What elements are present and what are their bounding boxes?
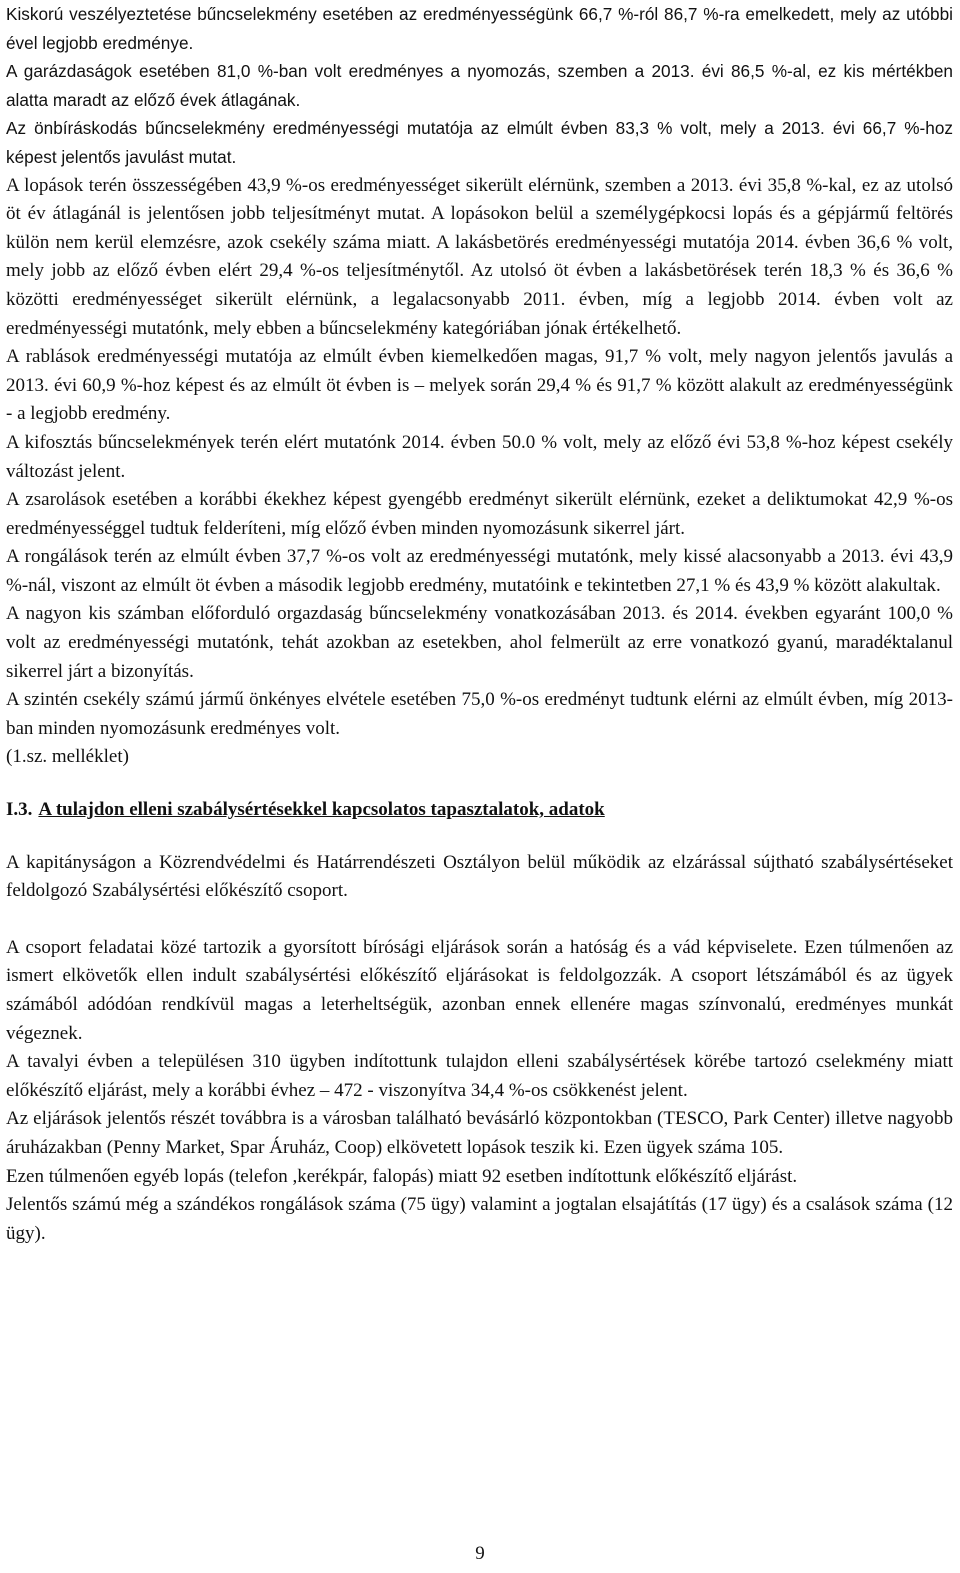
paragraph-intro: A kapitányságon a Közrendvédelmi és Határrendészeti Osztályon belül működik az elzárással sújtható szabálysértéseket feldolgozó Szabálysértési előkészítő csoport. bbox=[6, 851, 953, 902]
paragraph-kifosztas: A kifosztás bűncselekmények terén elért mutatónk 2014. évben 50.0 % volt, mely az előző évi 53,8 %-hoz képest csekély változást jelent. bbox=[6, 431, 953, 482]
paragraph-lopasok: A lopások terén összességében 43,9 %-os eredményességet sikerült elérnünk, szemben a 2013. évi 35,8 %-kal, ez az utolsó öt év átlagánál is jelentősen jobb teljesítményt mutat. A lopásokon belül a személygépkocsi lopás és a gépjármű feltörés külön nem kerül elemzésre, azok csekély száma miatt. A lakásbetörés eredményességi mutatója 2014. évben 36,6 % volt, mely jobb az előző évben elért 29,4 %-os teljesítménytől. Az utolsó öt évben a lakásbetörések terén 18,3 % és 36,6 % közötti eredményességet sikerült elérnünk, a legalacsonyabb 2011. évben, míg a legjobb 2014. évben volt az eredményességi mutatónk, mely ebben a bűncselekmény kategóriában jónak értékelhető. bbox=[6, 174, 953, 339]
paragraph-rablasok: A rablások eredményességi mutatója az elmúlt évben kiemelkedően magas, 91,7 % volt, mely nagyon jelentős javulás a 2013. évi 60,9 %-hoz képest és az elmúlt öt évben is – melyek során 29,4 % és 91,7 % között alakult az eredményességünk - a legjobb eredmény. bbox=[6, 346, 953, 425]
paragraph-csoport: A csoport feladatai közé tartozik a gyorsított bírósági eljárások során a hatóság és a vád képviselete. Ezen túlmenően az ismert elkövetők ellen indult szabálysértési előkészítő eljárásokat is feldolgozzák. A csoport létszámából és az ügyek számából adódóan rendkívül magas a leterheltségük, azonban ennek ellenére magas színvonalú, eredményes munkát végeznek. bbox=[6, 936, 953, 1044]
paragraph-egyeb-lopas: Ezen túlmenően egyéb lopás (telefon ,kerékpár, falopás) miatt 92 esetben indítottunk előkészítő eljárást. bbox=[6, 1165, 798, 1187]
paragraph-rongalasok: A rongálások terén az elmúlt évben 37,7 %-os volt az eredményességi mutatónk, mely kissé alacsonyabb a 2013. évi 43,9 %-nál, viszont az elmúlt öt évben a második legjobb eredmény, mutatóink e tekintetben 27,1 % és 43,9 % között alakultak. bbox=[6, 546, 953, 596]
section-number: I.3. bbox=[6, 799, 33, 821]
paragraph-onbiraskodas: Az önbíráskodás bűncselekmény eredményességi mutatója az elmúlt évben 83,3 % volt, mely a 2013. évi 66,7 %-hoz képest jelentős javulást mutat. bbox=[6, 118, 953, 167]
paragraph-zsarolasok: A zsarolások esetében a korábbi ékekhez képest gyengébb eredményt sikerült elérnünk, ezeket a deliktumokat 42,9 %-os eredményességgel tudtuk felderíteni, míg előző évben minden nyomozásunk sikerrel járt. bbox=[6, 489, 953, 539]
section-title: A tulajdon elleni szabálysértésekkel kapcsolatos tapasztalatok, adatok bbox=[38, 799, 605, 821]
section-heading bbox=[6, 796, 953, 825]
paragraph-tavalyi: A tavalyi évben a településen 310 ügyben indítottunk tulajdon elleni szabálysértések körébe tartozó cselekmény miatt előkészítő eljárást, mely a korábbi évhez – 472 - viszonyítva 34,4 %-os csökkenést jelent. bbox=[6, 1051, 953, 1101]
paragraph-spacer bbox=[6, 906, 953, 934]
paragraph-rongalasok-szama: Jelentős számú még a szándékos rongálások száma (75 ügy) valamint a jogtalan elsajátítás (17 ügy) és a csalások száma (12 ügy). bbox=[6, 1194, 953, 1244]
document-page bbox=[6, 0, 953, 1248]
paragraph-kiskoru: Kiskorú veszélyeztetése bűncselekmény esetében az eredményességünk 66,7 %-ról 86,7 %-ra emelkedett, mely az utóbbi ével legjobb eredménye. bbox=[6, 4, 953, 53]
paragraph-garazdasag: A garázdaságok esetében 81,0 %-ban volt eredményes a nyomozás, szemben a 2013. évi 86,5 %-al, ez kis mértékben alatta maradt az előző évek átlagának. bbox=[6, 61, 953, 110]
page-number: 9 bbox=[475, 1543, 485, 1564]
paragraph-orgazdasag: A nagyon kis számban előforduló orgazdaság bűncselekmény vonatkozásában 2013. és 2014. években egyaránt 100,0 % volt az eredményességi mutatónk, tehát azokban az esetekben, ahol felmerült az erre vonatkozó gyanú, maradéktalanul sikerrel járt a bizonyítás. bbox=[6, 603, 953, 682]
paragraph-eljarasok: Az eljárások jelentős részét továbbra is a városban található bevásárló központokban (TESCO, Park Center) illetve nagyobb áruházakban (Penny Market, Spar Áruház, Coop) elkövetett lopások teszik ki. Ezen ügyek száma 105. bbox=[6, 1108, 953, 1158]
paragraph-jarmu: A szintén csekély számú jármű önkényes elvétele esetében 75,0 %-os eredményt tudtunk elérni az elmúlt évben, míg 2013-ban minden nyomozásunk eredményes volt. bbox=[6, 689, 953, 739]
annex-reference: (1.sz. melléklet) bbox=[6, 746, 129, 768]
